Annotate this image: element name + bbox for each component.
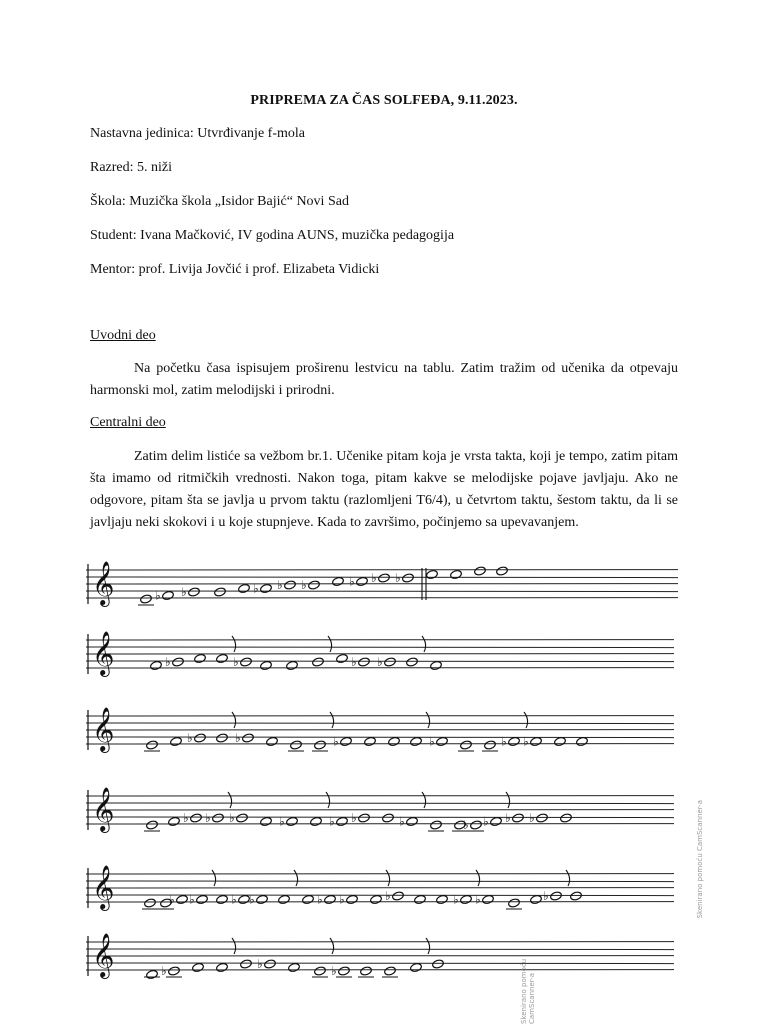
note-head [340, 736, 353, 746]
section-central-text: Zatim delim listiće sa vežbom br.1. Učenike pitam koja je vrsta takta, koji je tempo, zatim pitam šta imamo od ritmičkih vrednosti. Nakon toga, pitam kakve se melodijske pojave javljaju. Ako ne odgovore, pitam šta se javlja u prvom taktu (razlomljeni T6/4), u četvrtom taktu, šestom taktu, da li se javljaju neki skokovi i u koje stupnjeve. Kada to završimo, počinjemo sa upevavanjem. [90, 449, 678, 530]
note-head [238, 583, 251, 593]
phrase-mark [566, 870, 570, 886]
note-head [364, 736, 377, 746]
note-head [378, 573, 391, 583]
note-head [550, 891, 563, 901]
flat-sign-icon: ♭ [235, 731, 241, 745]
note-head [410, 736, 423, 746]
flat-sign-icon: ♭ [317, 892, 323, 907]
flat-sign-icon: ♭ [301, 578, 307, 592]
flat-sign-icon: ♭ [475, 892, 481, 907]
staff-line [86, 949, 674, 950]
flat-sign-icon: ♭ [233, 655, 239, 669]
note-head [436, 894, 449, 904]
flat-sign-icon: ♭ [249, 892, 255, 907]
note-head [240, 959, 253, 969]
note-head [176, 894, 189, 904]
note-head [382, 813, 395, 823]
phrase-mark [422, 636, 426, 652]
flat-sign-icon: ♭ [463, 818, 469, 832]
note-head [192, 962, 205, 972]
note-head [150, 660, 163, 670]
note-head [216, 962, 229, 972]
flat-sign-icon: ♭ [189, 892, 195, 907]
phrase-mark [422, 792, 426, 808]
handwritten-score-exercise [66, 552, 706, 1000]
phrase-mark [232, 636, 236, 652]
flat-sign-icon: ♭ [349, 574, 355, 589]
note-head [430, 820, 443, 830]
note-head [410, 962, 423, 972]
note-head [312, 657, 325, 667]
phrase-mark [506, 792, 510, 808]
note-head [146, 969, 159, 979]
flat-sign-icon: ♭ [277, 578, 283, 592]
note-head [310, 816, 323, 826]
staff-line [86, 723, 674, 724]
note-head [384, 657, 397, 667]
note-head [172, 657, 185, 667]
note-head [194, 653, 207, 663]
flat-sign-icon: ♭ [165, 655, 171, 669]
phrase-mark [386, 870, 390, 886]
phrase-mark [326, 792, 330, 808]
flat-sign-icon: ♭ [543, 889, 549, 903]
treble-clef-icon: 𝄞 [92, 631, 115, 675]
note-head [240, 657, 253, 667]
flat-sign-icon: ♭ [329, 814, 335, 829]
note-head [168, 816, 181, 826]
meta-mentor: Mentor: prof. Livija Jovčić i prof. Elizabeta Vidicki [90, 262, 380, 277]
note-head [336, 653, 349, 663]
staff-line [86, 577, 678, 578]
flat-sign-icon: ♭ [155, 588, 161, 603]
flat-sign-icon: ♭ [453, 892, 459, 907]
section-intro-text: Na početku časa ispisujem proširenu lestvicu na tablu. Zatim tražim od učenika da otpevaju harmonski mol, zatim melodijski i prirodni. [90, 361, 678, 398]
note-head [314, 966, 327, 976]
phrase-mark [476, 870, 480, 886]
flat-sign-icon: ♭ [371, 571, 377, 585]
staff-line [86, 803, 674, 804]
meta-grade: Razred: 5. niži [90, 160, 173, 175]
flat-sign-icon: ♭ [229, 811, 235, 825]
flat-sign-icon: ♭ [429, 734, 435, 749]
flat-sign-icon: ♭ [181, 585, 187, 599]
section-intro-heading: Uvodni deo [90, 328, 156, 343]
note-head [188, 587, 201, 597]
flat-sign-icon: ♭ [505, 811, 511, 825]
note-head [212, 813, 225, 823]
flat-sign-icon: ♭ [231, 892, 237, 907]
flat-sign-icon: ♭ [351, 655, 357, 669]
staff-line [86, 963, 674, 964]
note-head [264, 959, 277, 969]
section-central-heading: Centralni deo [90, 415, 166, 430]
note-head [286, 660, 299, 670]
phrase-mark [294, 870, 298, 886]
note-head [190, 813, 203, 823]
note-head [474, 566, 487, 576]
note-head [162, 590, 175, 600]
note-head [426, 569, 439, 579]
note-head [508, 898, 521, 908]
note-head [146, 820, 159, 830]
treble-clef-icon: 𝄞 [92, 561, 115, 605]
note-head [260, 583, 273, 593]
note-head [170, 736, 183, 746]
note-head [484, 740, 497, 750]
scan-watermark-2: Skenirano pomoću CamScanner-a [520, 958, 536, 1024]
flat-sign-icon: ♭ [257, 957, 263, 971]
phrase-mark [232, 938, 236, 954]
phrase-mark [330, 938, 334, 954]
meta-school: Škola: Muzička škola „Isidor Bajić“ Novi Sad [90, 194, 349, 209]
staff-line [86, 737, 674, 738]
note-head [214, 587, 227, 597]
note-head [332, 576, 345, 586]
note-head [336, 816, 349, 826]
note-head [450, 569, 463, 579]
note-head [436, 736, 449, 746]
note-head [356, 576, 369, 586]
treble-clef-icon: 𝄞 [92, 787, 115, 831]
note-head [338, 966, 351, 976]
phrase-mark [426, 712, 430, 728]
note-head [496, 566, 509, 576]
staff-line [86, 591, 678, 592]
phrase-mark [330, 712, 334, 728]
flat-sign-icon: ♭ [395, 571, 401, 585]
note-head [536, 813, 549, 823]
phrase-mark [426, 938, 430, 954]
flat-sign-icon: ♭ [385, 889, 391, 903]
note-head [140, 594, 153, 604]
staff-line [86, 647, 674, 648]
note-head [168, 966, 181, 976]
treble-clef-icon: 𝄞 [92, 865, 115, 909]
note-head [216, 653, 229, 663]
note-head [266, 736, 279, 746]
note-head [560, 813, 573, 823]
note-head [392, 891, 405, 901]
note-head [324, 894, 337, 904]
music-staves [66, 552, 706, 1000]
phrase-mark [328, 636, 332, 652]
note-head [470, 820, 483, 830]
meta-student: Student: Ivana Mačković, IV godina AUNS, muzička pedagogija [90, 228, 455, 243]
scan-watermark: Skenirano pomoću CamScanner-a [696, 800, 704, 919]
note-head [236, 813, 249, 823]
note-head [414, 894, 427, 904]
flat-sign-icon: ♭ [187, 731, 193, 745]
note-head [360, 966, 373, 976]
note-head [302, 894, 315, 904]
flat-sign-icon: ♭ [523, 734, 529, 749]
note-head [432, 959, 445, 969]
flat-sign-icon: ♭ [483, 814, 489, 829]
flat-sign-icon: ♭ [331, 964, 337, 978]
flat-sign-icon: ♭ [183, 811, 189, 825]
note-head [216, 894, 229, 904]
note-head [388, 736, 401, 746]
note-head [406, 816, 419, 826]
flat-sign-icon: ♭ [377, 655, 383, 669]
note-head [358, 657, 371, 667]
note-head [256, 894, 269, 904]
staff-line [86, 881, 674, 882]
note-head [402, 573, 415, 583]
note-head [290, 740, 303, 750]
phrase-mark [232, 712, 236, 728]
note-head [146, 740, 159, 750]
treble-clef-icon: 𝄞 [92, 933, 115, 977]
meta-lesson-unit: Nastavna jedinica: Utvrđivanje f-mola [90, 126, 305, 141]
note-head [288, 962, 301, 972]
note-head [308, 580, 321, 590]
phrase-mark [228, 792, 232, 808]
note-head [460, 894, 473, 904]
flat-sign-icon: ♭ [339, 892, 345, 907]
note-head [358, 813, 371, 823]
phrase-mark [524, 712, 528, 728]
note-head [278, 894, 291, 904]
note-head [384, 966, 397, 976]
note-head [144, 898, 157, 908]
flat-sign-icon: ♭ [279, 814, 285, 829]
flat-sign-icon: ♭ [253, 581, 259, 596]
treble-clef-icon: 𝄞 [92, 707, 115, 751]
note-head [216, 733, 229, 743]
note-head [260, 660, 273, 670]
note-head [482, 894, 495, 904]
flat-sign-icon: ♭ [501, 734, 507, 749]
document-title: PRIPREMA ZA ČAS SOLFEĐA, 9.11.2023. [250, 93, 518, 108]
note-head [314, 740, 327, 750]
note-head [512, 813, 525, 823]
flat-sign-icon: ♭ [333, 734, 339, 749]
phrase-mark [212, 870, 216, 886]
note-head [284, 580, 297, 590]
flat-sign-icon: ♭ [161, 964, 167, 978]
flat-sign-icon: ♭ [205, 811, 211, 825]
note-head [196, 894, 209, 904]
flat-sign-icon: ♭ [351, 811, 357, 825]
note-head [194, 733, 207, 743]
note-head [242, 733, 255, 743]
note-head [346, 894, 359, 904]
flat-sign-icon: ♭ [399, 814, 405, 829]
note-head [370, 894, 383, 904]
note-head [460, 740, 473, 750]
note-head [260, 816, 273, 826]
note-head [430, 660, 443, 670]
flat-sign-icon: ♭ [169, 892, 175, 907]
flat-sign-icon: ♭ [529, 811, 535, 825]
note-head [406, 657, 419, 667]
note-head [286, 816, 299, 826]
